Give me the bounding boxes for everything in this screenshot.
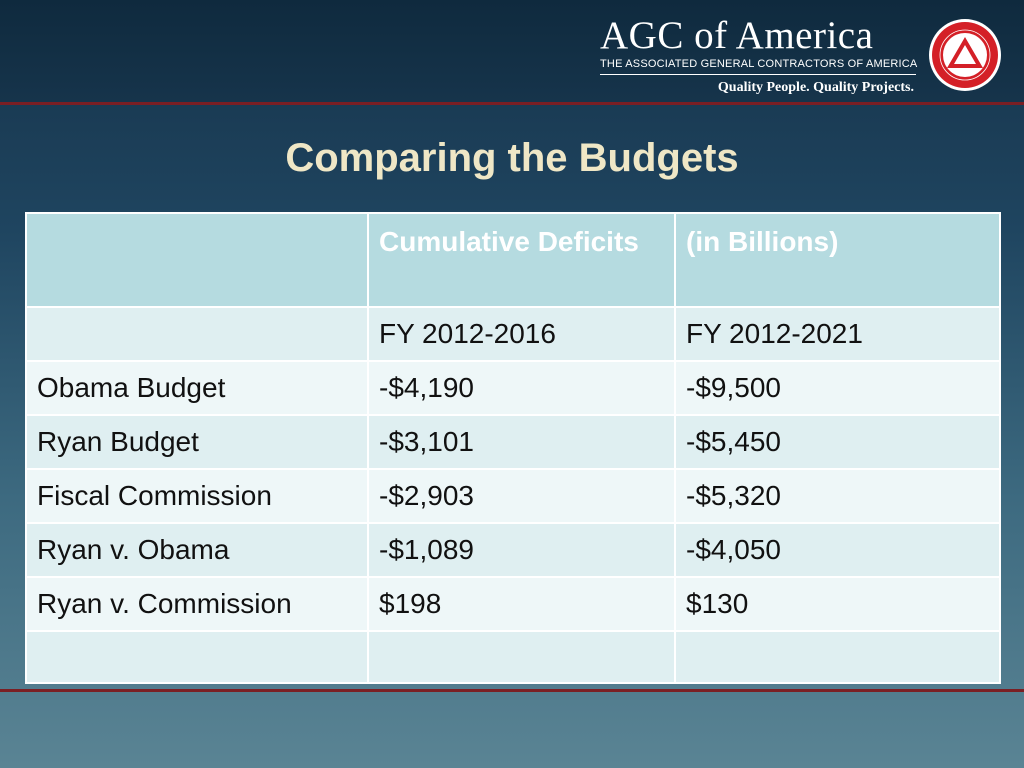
table-cell	[26, 631, 368, 683]
table-cell	[368, 631, 675, 683]
logo-tagline: Quality People. Quality Projects.	[717, 80, 914, 95]
table-cell: $198	[368, 577, 675, 631]
header-cell: (in Billions)	[675, 213, 1000, 307]
logo-underline	[600, 74, 916, 75]
header-divider	[0, 102, 1024, 105]
header-cell	[26, 213, 368, 307]
table-cell: -$5,450	[675, 415, 1000, 469]
table-header-row	[26, 213, 1000, 307]
header-cell: Cumulative Deficits	[368, 213, 675, 307]
table-cell: -$4,050	[675, 523, 1000, 577]
table-cell: -$5,320	[675, 469, 1000, 523]
table-cell: Ryan Budget	[26, 415, 368, 469]
table-cell: -$3,101	[368, 415, 675, 469]
agc-logo	[600, 14, 918, 96]
table-cell: Obama Budget	[26, 361, 368, 415]
table-cell: Fiscal Commission	[26, 469, 368, 523]
table-cell	[675, 631, 1000, 683]
table-cell	[26, 307, 368, 361]
table-row	[26, 523, 1000, 577]
table-cell: -$2,903	[368, 469, 675, 523]
table-cell: FY 2012-2016	[368, 307, 675, 361]
agc-seal-icon	[928, 18, 1002, 92]
table-row	[26, 307, 1000, 361]
slide-title: Comparing the Budgets	[285, 136, 739, 180]
table-cell: -$9,500	[675, 361, 1000, 415]
table-row	[26, 577, 1000, 631]
budget-comparison-table	[25, 212, 1001, 684]
logo-full-name: THE ASSOCIATED GENERAL CONTRACTORS OF AMERICA	[600, 58, 918, 70]
table-cell: -$1,089	[368, 523, 675, 577]
table-cell: $130	[675, 577, 1000, 631]
footer-divider	[0, 689, 1024, 692]
table-cell: Ryan v. Obama	[26, 523, 368, 577]
logo-name: AGC of America	[600, 14, 874, 57]
table-cell: Ryan v. Commission	[26, 577, 368, 631]
table-row	[26, 469, 1000, 523]
table-row	[26, 361, 1000, 415]
table-row	[26, 631, 1000, 683]
table-cell: FY 2012-2021	[675, 307, 1000, 361]
table-cell: -$4,190	[368, 361, 675, 415]
table-row	[26, 415, 1000, 469]
